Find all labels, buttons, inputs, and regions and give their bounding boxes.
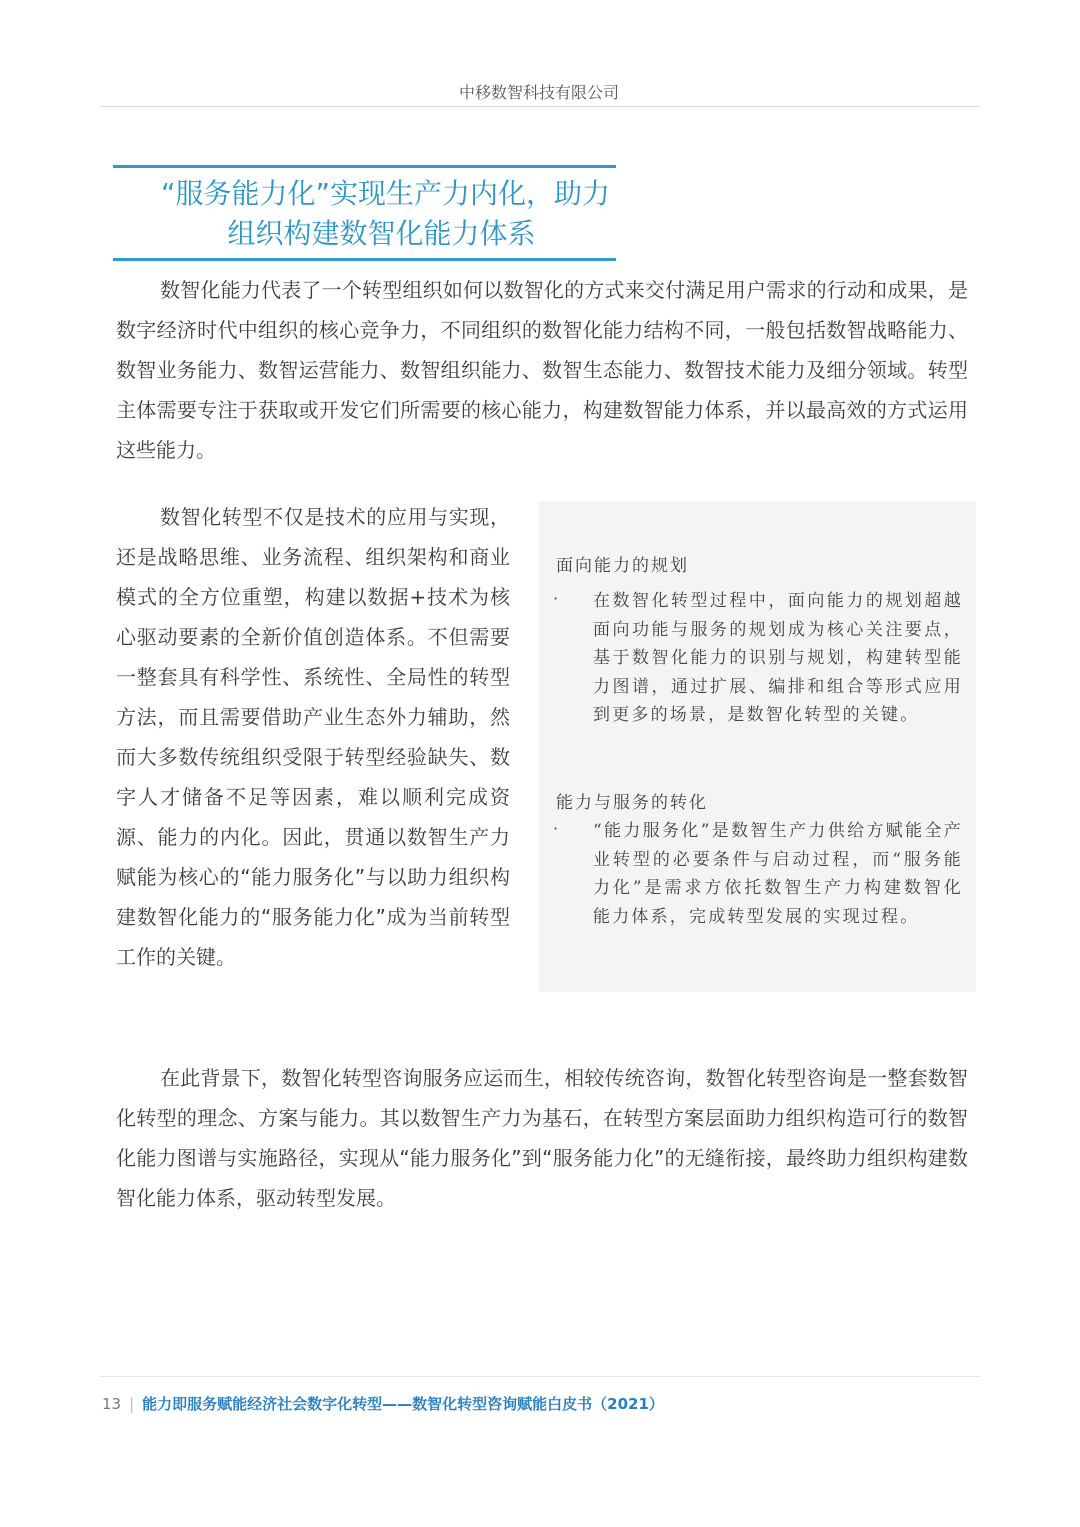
footer-divider <box>100 1376 980 1377</box>
bullet-dot-icon: · <box>553 589 559 608</box>
sidebar-callout-box <box>539 501 976 992</box>
callout-bullet-text-2: “能力服务化”是数智生产力供给方赋能全产业转型的必要条件与启动过程，而“服务能力化”是需求方依托数智生产力构建数智化能力体系，完成转型发展的实现过程。 <box>593 821 963 927</box>
section-title <box>113 165 616 261</box>
callout-heading-1: 面向能力的规划 <box>556 556 689 576</box>
body-paragraph-2 <box>116 497 510 977</box>
body-paragraph-1 <box>116 270 968 470</box>
section-title-line-2: 组织构建数智化能力体系 <box>227 217 536 250</box>
page-number: 13 <box>102 1395 122 1413</box>
bullet-dot-icon: · <box>553 819 559 838</box>
body-paragraph-2-text: 数智化转型不仅是技术的应用与实现，还是战略思维、业务流程、组织架构和商业模式的全方位重塑，构建以数据+技术为核心驱动要素的全新价值创造体系。不但需要一整套具有科学性、系统性、全局性的转型方法，而且需要借助产业生态外力辅助，然而大多数传统组织受限于转型经验缺失、数字人才储备不足等因素，难以顺利完成资源、能力的内化。因此，贯通以数智生产力赋能为核心的“能力服务化”与以助力组织构建数智化能力的“服务能力化”成为当前转型工作的关键。 <box>116 505 510 969</box>
callout-heading-2: 能力与服务的转化 <box>556 793 708 813</box>
callout-bullet-text-1: 在数智化转型过程中，面向能力的规划超越面向功能与服务的规划成为核心关注要点，基于数智化能力的识别与规划，构建转型能力图谱，通过扩展、编排和组合等形式应用到更多的场景，是数智化转型的关键。 <box>593 591 963 726</box>
body-paragraph-1-text: 数智化能力代表了一个转型组织如何以数智化的方式来交付满足用户需求的行动和成果，是数字经济时代中组织的核心竞争力，不同组织的数智化能力结构不同，一般包括数智战略能力、数智业务能力、数智运营能力、数智组织能力、数智生态能力、数智技术能力及细分领域。转型主体需要专注于获取或开发它们所需要的核心能力，构建数智能力体系，并以最高效的方式运用这些能力。 <box>116 278 968 462</box>
body-paragraph-3 <box>116 1058 968 1218</box>
header-company-name: 中移数智科技有限公司 <box>459 83 620 102</box>
page-footer <box>102 1393 664 1414</box>
footer-book-title: 能力即服务赋能经济社会数字化转型——数智化转型咨询赋能白皮书（2021） <box>142 1395 664 1413</box>
section-title-line-1: “服务能力化”实现生产力内化，助力 <box>160 177 610 210</box>
header-divider <box>100 106 980 107</box>
footer-separator: | <box>129 1395 135 1413</box>
body-paragraph-3-text: 在此背景下，数智化转型咨询服务应运而生，相较传统咨询，数智化转型咨询是一整套数智化转型的理念、方案与能力。其以数智生产力为基石，在转型方案层面助力组织构造可行的数智化能力图谱与实施路径，实现从“能力服务化”到“服务能力化”的无缝衔接，最终助力组织构建数智化能力体系，驱动转型发展。 <box>116 1066 968 1210</box>
